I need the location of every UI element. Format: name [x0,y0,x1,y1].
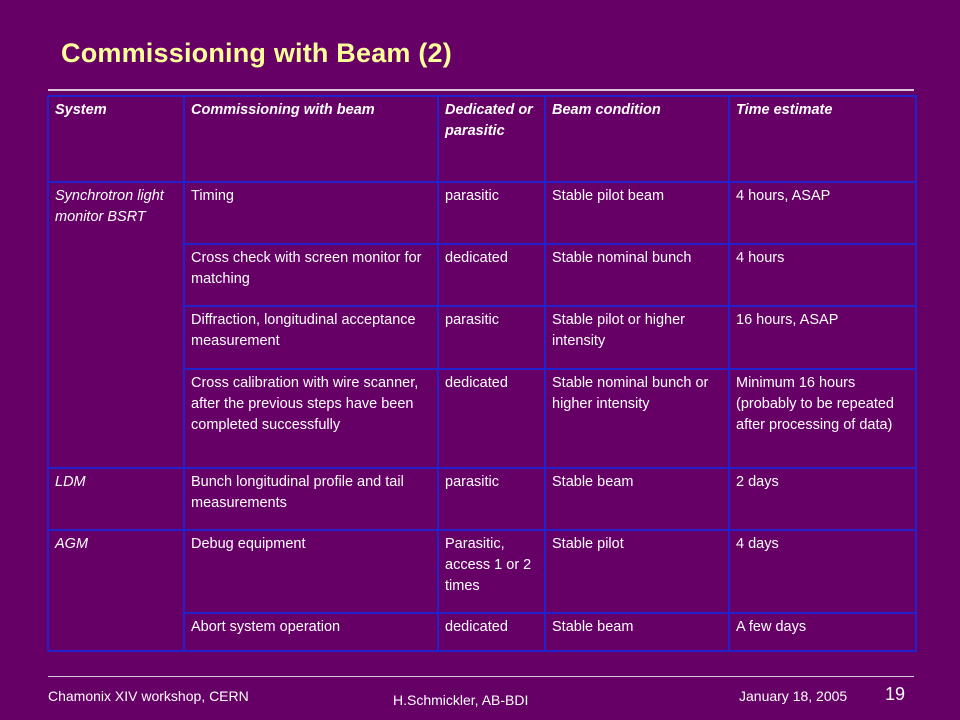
commissioning-cell: Cross calibration with wire scanner, after the previous steps have been completed successfully [184,369,438,468]
commissioning-cell: Cross check with screen monitor for matching [184,244,438,306]
beam-condition-cell: Stable pilot [545,530,729,613]
footer-event: Chamonix XIV workshop, CERN [48,688,249,704]
beam-condition-cell: Stable beam [545,468,729,530]
footer-divider [48,676,914,677]
slide-title: Commissioning with Beam (2) [61,38,452,68]
page-number: 19 [885,684,906,704]
table-row [48,468,916,530]
time-estimate-cell: 4 hours [729,244,916,306]
beam-condition-cell: Stable pilot or higher intensity [545,306,729,369]
table-row [48,530,916,613]
system-cell: AGM [48,530,184,651]
table-row [48,182,916,244]
commissioning-cell: Abort system operation [184,613,438,651]
time-estimate-cell: 2 days [729,468,916,530]
system-cell: LDM [48,468,184,530]
table-header-row [48,96,916,182]
mode-cell: parasitic [438,306,545,369]
header-beam-condition: Beam condition [545,96,729,182]
beam-condition-cell: Stable nominal bunch [545,244,729,306]
commissioning-cell: Diffraction, longitudinal acceptance measurement [184,306,438,369]
mode-cell: dedicated [438,369,545,468]
commissioning-cell: Timing [184,182,438,244]
commissioning-cell: Debug equipment [184,530,438,613]
header-dedicated-parasitic: Dedicated or parasitic [438,96,545,182]
header-commissioning: Commissioning with beam [184,96,438,182]
footer-date: January 18, 2005 [739,688,848,704]
mode-cell: dedicated [438,244,545,306]
system-cell: Synchrotron light monitor BSRT [48,182,184,468]
beam-condition-cell: Stable nominal bunch or higher intensity [545,369,729,468]
mode-cell: parasitic [438,182,545,244]
mode-cell: dedicated [438,613,545,651]
header-time-estimate: Time estimate [729,96,916,182]
beam-condition-cell: Stable pilot beam [545,182,729,244]
mode-cell: Parasitic, access 1 or 2 times [438,530,545,613]
mode-cell: parasitic [438,468,545,530]
time-estimate-cell: 16 hours, ASAP [729,306,916,369]
time-estimate-cell: 4 days [729,530,916,613]
title-divider [48,89,914,91]
footer-author: H.Schmickler, AB-BDI [393,692,529,708]
time-estimate-cell: 4 hours, ASAP [729,182,916,244]
beam-condition-cell: Stable beam [545,613,729,651]
commissioning-table [47,95,917,652]
time-estimate-cell: A few days [729,613,916,651]
time-estimate-cell: Minimum 16 hours (probably to be repeated after processing of data) [729,369,916,468]
commissioning-cell: Bunch longitudinal profile and tail measurements [184,468,438,530]
header-system: System [48,96,184,182]
